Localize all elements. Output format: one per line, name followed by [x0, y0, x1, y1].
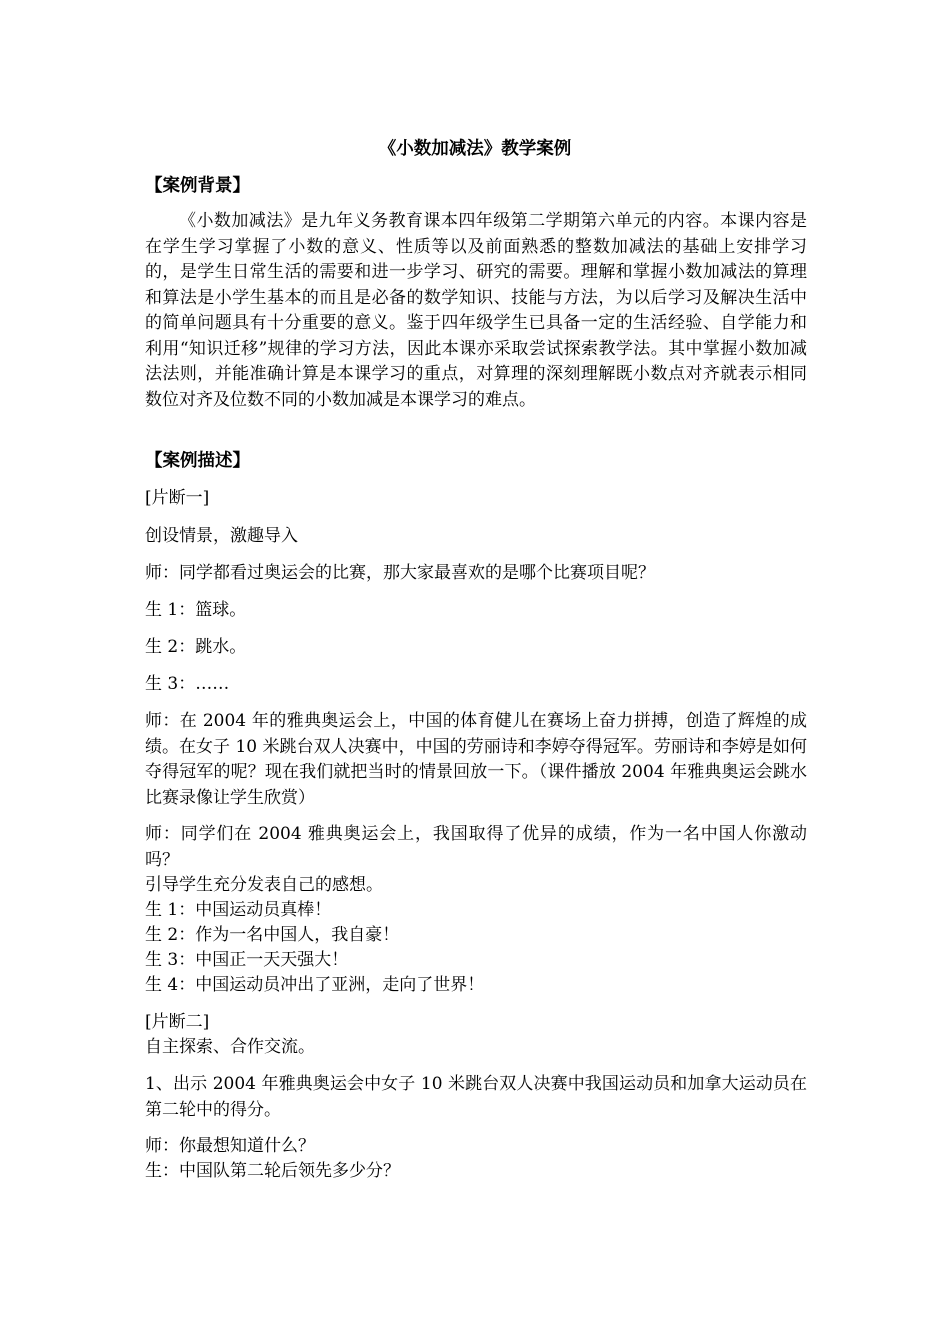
segment-title-1: 创设情景，激趣导入: [145, 526, 298, 546]
student-line-3: 生 3：……: [145, 674, 230, 694]
student-answer: 生：中国队第二轮后领先多少分？: [145, 1161, 400, 1181]
student-line-2: 生 2：跳水。: [145, 637, 247, 657]
response-line-1: 生 1：中国运动员真棒！: [145, 900, 332, 920]
teacher-question: 师：你最想知道什么？: [145, 1136, 315, 1156]
teacher-line-1: 师：同学都看过奥运会的比赛，那大家最喜欢的是哪个比赛项目呢？: [145, 563, 655, 583]
item-paragraph-1: 1、出示 2004 年雅典奥运会中女子 10 米跳台双人决赛中我国运动员和加拿大运动员在第二轮中的得分。: [145, 1074, 807, 1120]
student-line-1: 生 1：篮球。: [145, 600, 247, 620]
response-line-3: 生 3：中国正一天天强大！: [145, 950, 349, 970]
segment-label-2: [片断二]: [145, 1012, 210, 1032]
response-line-4: 生 4：中国运动员冲出了亚洲，走向了世界！: [145, 975, 485, 995]
section-heading-background: 【案例背景】: [145, 176, 250, 196]
guide-line: 引导学生充分发表自己的感想。: [145, 875, 383, 895]
teacher-paragraph-2: 师：在 2004 年的雅典奥运会上，中国的体育健儿在赛场上奋力拼搏，创造了辉煌的成绩。在女子 10 米跳台双人决赛中，中国的劳丽诗和李婷夺得冠军。劳丽诗和李婷是如何夺得冠军的呢？现在我们就把当时的情景回放一下。（课件播放 2004 年雅典奥运会跳水比赛录像让学生欣赏）: [145, 711, 807, 808]
segment-label-1: [片断一]: [145, 488, 210, 508]
response-line-2: 生 2：作为一名中国人，我自豪！: [145, 925, 400, 945]
teacher-paragraph-3: 师：同学们在 2004 雅典奥运会上，我国取得了优异的成绩，作为一名中国人你激动吗？: [145, 824, 807, 870]
segment-title-2: 自主探索、合作交流。: [145, 1037, 315, 1057]
background-paragraph: 《小数加减法》是九年义务教育课本四年级第二学期第六单元的内容。本课内容是在学生学习掌握了小数的意义、性质等以及前面熟悉的整数加减法的基础上安排学习的，是学生日常生活的需要和进一步学习、研究的需要。理解和掌握小数加减法的算理和算法是小学生基本的而且是必备的数学知识、技能与方法，为以后学习及解决生活中的简单问题具有十分重要的意义。鉴于四年级学生已具备一定的生活经验、自学能力和利用“知识迁移”规律的学习方法，因此本课亦采取尝试探索教学法。其中掌握小数加减法法则，并能准确计算是本课学习的重点，对算理的深刻理解既小数点对齐就表示相同数位对齐及位数不同的小数加减是本课学习的难点。: [145, 211, 807, 410]
document-title: 《小数加减法》教学案例: [378, 139, 572, 159]
section-heading-description: 【案例描述】: [145, 451, 250, 471]
